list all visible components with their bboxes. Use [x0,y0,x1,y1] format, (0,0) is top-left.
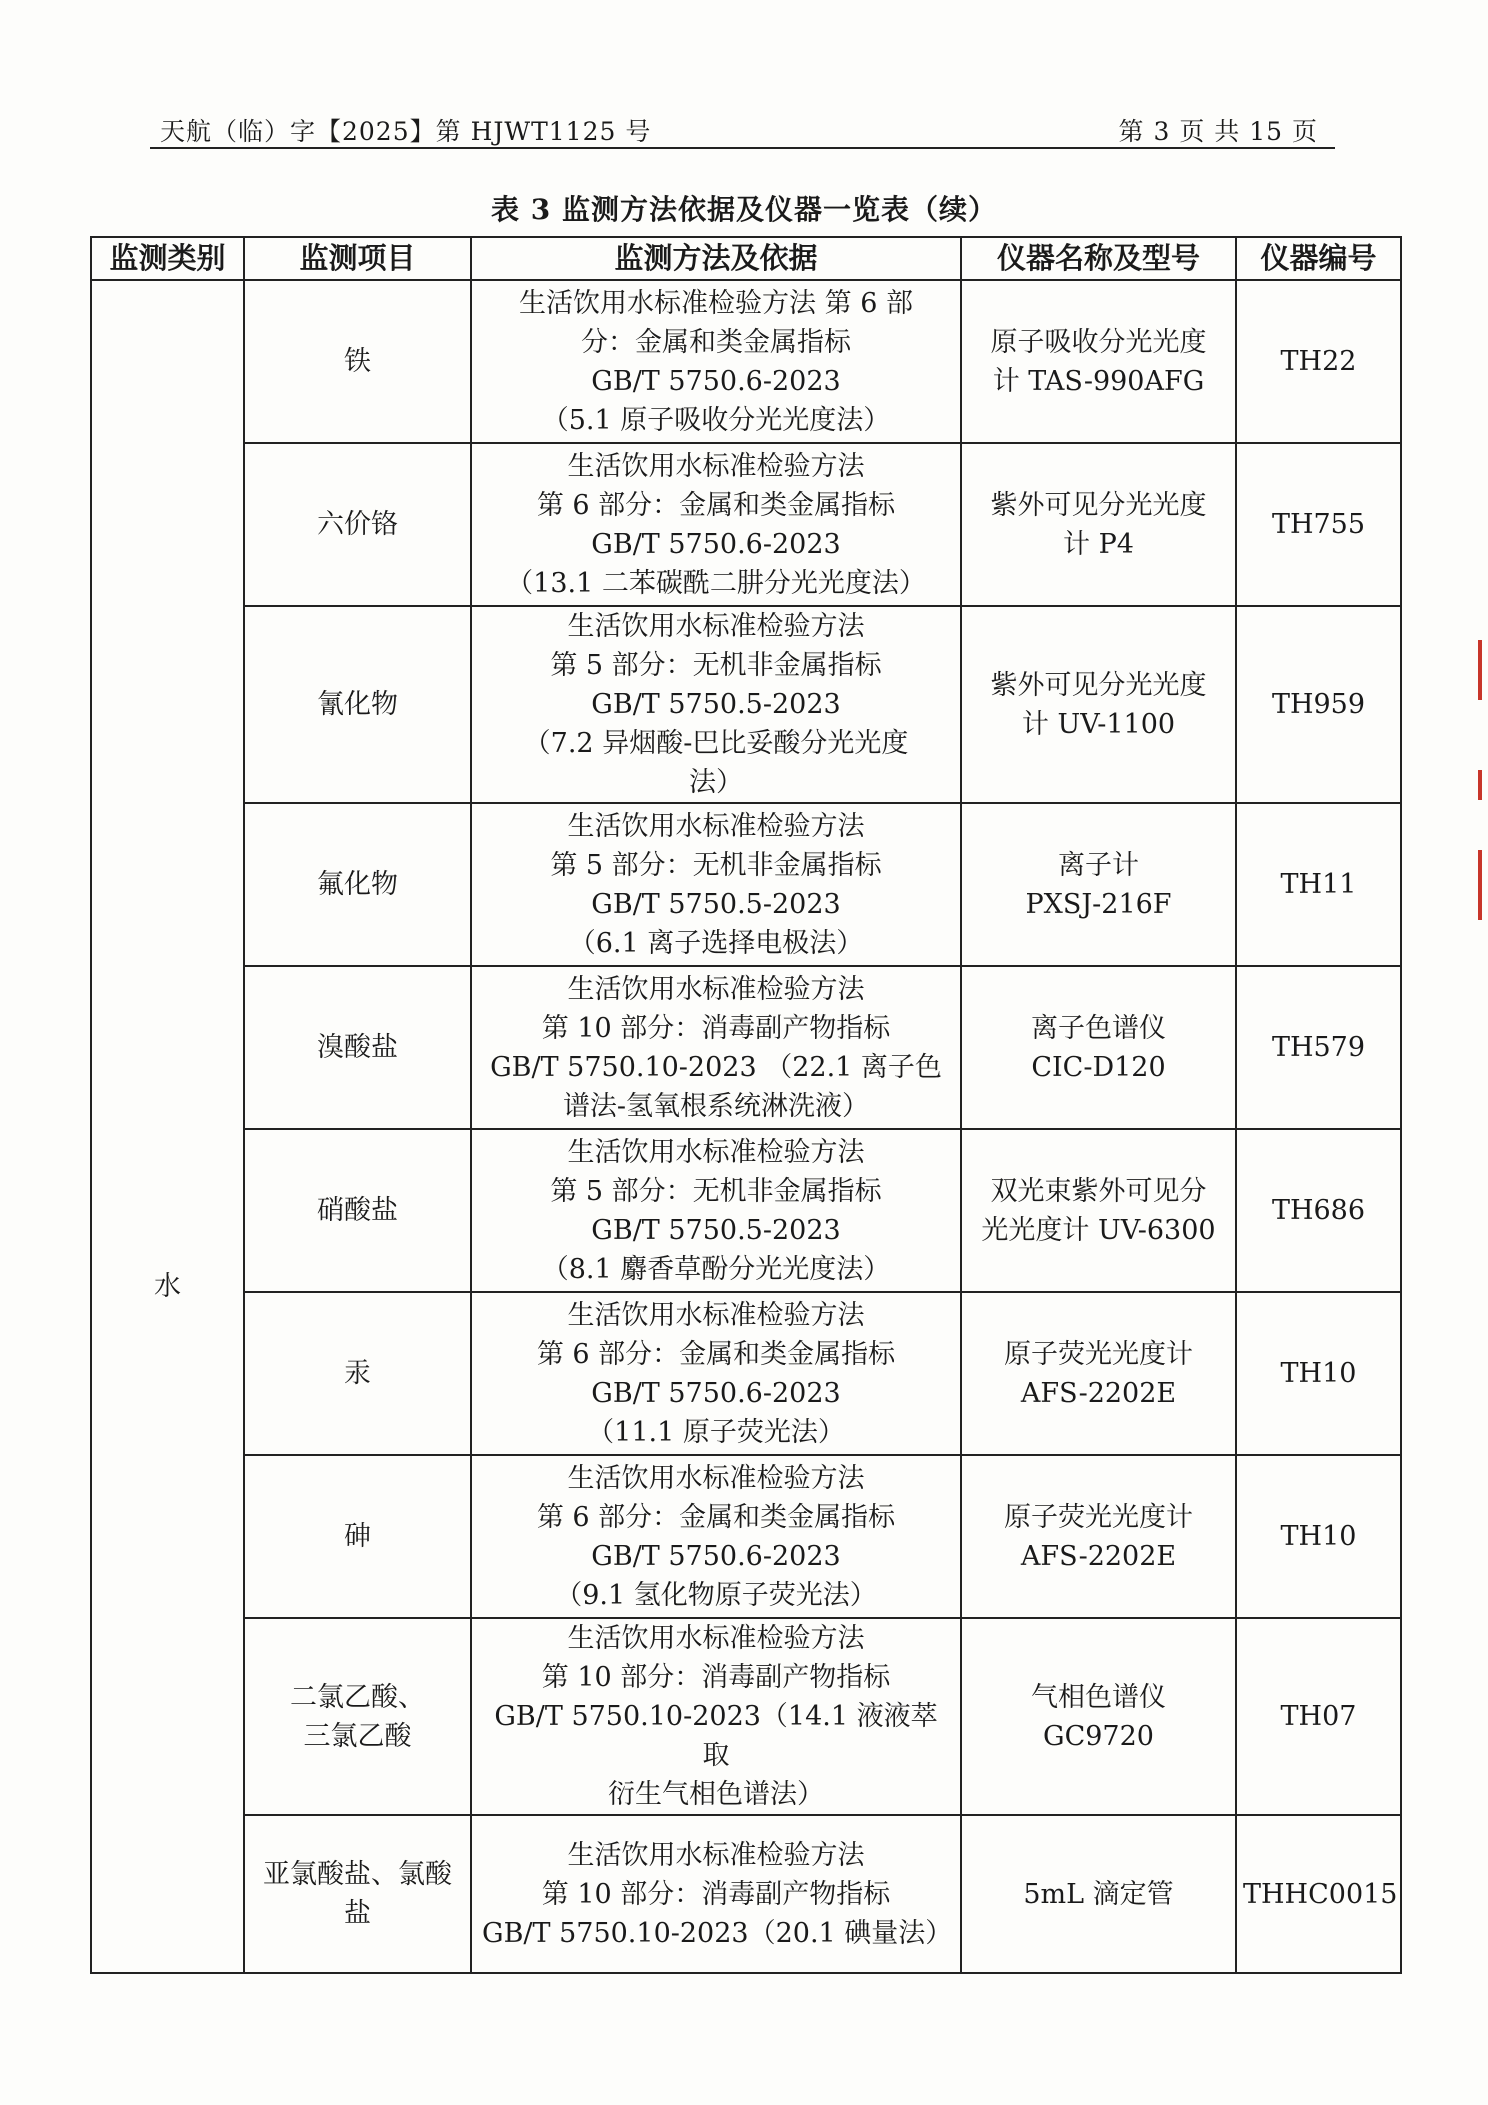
table-row [91,1455,1401,1618]
method-line: 法） [689,767,743,798]
method-line: GB/T 5750.10-2023（20.1 碘量法） [482,1917,953,1949]
instrument-cell [961,966,1236,1129]
method-line: 生活饮用水标准检验方法 [567,1136,865,1168]
report-number: 天航（临）字【2025】第 HJWT1125 号 [160,117,652,146]
instrument-code-cell: TH686 [1236,1129,1401,1292]
method-line: GB/T 5750.5-2023 [591,1214,841,1246]
method-line: 生活饮用水标准检验方法 [567,450,865,482]
method-line: 第 10 部分：消毒副产物指标 [541,1662,891,1693]
edge-stamp-mark [1478,640,1482,700]
instrument-cell [961,280,1236,443]
instrument-line: 气相色谱仪 [1031,1681,1166,1713]
item-cell: 汞 [244,1292,471,1455]
method-line: 生活饮用水标准检验方法 [567,1623,865,1654]
instrument-line: 原子吸收分光光度 [990,326,1207,358]
method-line: GB/T 5750.6-2023 [591,1377,841,1409]
instrument-cell [961,606,1236,803]
method-line: 生活饮用水标准检验方法 第 6 部 [519,287,913,319]
table-row [91,443,1401,606]
instrument-cell [961,1815,1236,1973]
instrument-line: 双光束紫外可见分 [990,1175,1207,1207]
instrument-code-cell: TH579 [1236,966,1401,1129]
method-line: GB/T 5750.5-2023 [591,888,841,920]
method-cell [471,803,961,966]
col-header-method: 监测方法及依据 [471,237,961,280]
method-line: GB/T 5750.10-2023 （22.1 离子色 [490,1051,942,1083]
instrument-line: 5mL 滴定管 [1023,1878,1174,1910]
table-row [91,803,1401,966]
method-line: （9.1 氢化物原子荧光法） [555,1579,877,1611]
method-line: （6.1 离子选择电极法） [568,927,864,959]
method-line: 生活饮用水标准检验方法 [567,810,865,842]
method-cell [471,443,961,606]
method-line: 生活饮用水标准检验方法 [567,1462,865,1494]
item-cell: 氰化物 [244,606,471,803]
col-header-category: 监测类别 [91,237,244,280]
instrument-code-cell: THHC0015 [1236,1815,1401,1973]
table-row [91,966,1401,1129]
method-line: 谱法-氢氧根系统淋洗液） [562,1090,870,1122]
method-line: （13.1 二苯碳酰二肼分光光度法） [506,567,926,599]
method-line: 第 6 部分：金属和类金属指标 [536,489,896,521]
table-row [91,1815,1401,1973]
table-row [91,1618,1401,1815]
method-cell [471,1815,961,1973]
method-line: GB/T 5750.6-2023 [591,365,841,397]
instrument-code-cell: TH11 [1236,803,1401,966]
method-line: 衍生气相色谱法） [608,1779,824,1810]
method-line: 生活饮用水标准检验方法 [567,611,865,642]
table-row [91,606,1401,803]
instrument-line: 计 UV-1100 [1021,708,1176,740]
method-cell [471,606,961,803]
item-cell: 六价铬 [244,443,471,606]
item-cell: 溴酸盐 [244,966,471,1129]
method-line: 第 5 部分：无机非金属指标 [550,1175,882,1207]
instrument-line: 离子计 [1058,849,1139,881]
instrument-cell [961,1292,1236,1455]
instrument-cell [961,803,1236,966]
item-cell: 硝酸盐 [244,1129,471,1292]
instrument-line: 离子色谱仪 [1031,1012,1166,1044]
item-cell: 氟化物 [244,803,471,966]
instrument-line: CIC-D120 [1031,1051,1166,1083]
page-number: 第 3 页 共 15 页 [1118,117,1318,146]
method-line: 第 10 部分：消毒副产物指标 [541,1878,891,1910]
header-divider [150,147,1335,149]
table-row [91,280,1401,443]
method-cell [471,966,961,1129]
edge-stamp-mark [1478,850,1482,920]
method-cell [471,1292,961,1455]
method-line: （8.1 麝香草酚分光光度法） [541,1253,891,1285]
instrument-cell [961,1129,1236,1292]
instrument-line: 紫外可见分光光度 [990,489,1207,521]
method-line: 第 6 部分：金属和类金属指标 [536,1501,896,1533]
col-header-item: 监测项目 [244,237,471,280]
method-line: 生活饮用水标准检验方法 [567,1839,865,1871]
method-line: 分：金属和类金属指标 [581,326,851,358]
category-cell: 水 [91,280,244,1973]
item-cell: 铁 [244,280,471,443]
item-cell: 二氯乙酸、 三氯乙酸 [244,1618,471,1815]
instrument-code-cell: TH755 [1236,443,1401,606]
method-line: （5.1 原子吸收分光光度法） [541,404,891,436]
instrument-cell [961,443,1236,606]
instrument-line: GC9720 [1043,1720,1154,1752]
instrument-line: 计 TAS-990AFG [992,365,1205,397]
instrument-line: AFS-2202E [1020,1540,1177,1572]
instrument-line: 光光度计 UV-6300 [981,1214,1216,1246]
instrument-cell [961,1618,1236,1815]
method-cell [471,1455,961,1618]
col-header-instrument: 仪器名称及型号 [961,237,1236,280]
instrument-code-cell: TH22 [1236,280,1401,443]
method-line: GB/T 5750.10-2023（14.1 液液萃取 [494,1701,938,1771]
method-line: GB/T 5750.6-2023 [591,528,841,560]
method-line: 生活饮用水标准检验方法 [567,1299,865,1331]
method-line: GB/T 5750.6-2023 [591,1540,841,1572]
method-line: （7.2 异烟酸-巴比妥酸分光光度 [523,728,909,759]
methods-table [90,236,1402,1974]
method-line: 第 5 部分：无机非金属指标 [550,849,882,881]
col-header-code: 仪器编号 [1236,237,1401,280]
table-row [91,1292,1401,1455]
table-header-row [91,237,1401,280]
method-line: 第 5 部分：无机非金属指标 [550,650,882,681]
method-cell [471,1129,961,1292]
instrument-code-cell: TH10 [1236,1455,1401,1618]
method-cell [471,280,961,443]
instrument-code-cell: TH959 [1236,606,1401,803]
instrument-line: 原子荧光光度计 [1004,1501,1193,1533]
table-row [91,1129,1401,1292]
method-cell [471,1618,961,1815]
instrument-line: 原子荧光光度计 [1004,1338,1193,1370]
method-line: （11.1 原子荧光法） [587,1416,845,1448]
item-cell: 砷 [244,1455,471,1618]
instrument-line: AFS-2202E [1020,1377,1177,1409]
table-title: 表 3 监测方法依据及仪器一览表（续） [491,193,997,226]
method-line: 第 6 部分：金属和类金属指标 [536,1338,896,1370]
method-line: GB/T 5750.5-2023 [591,689,841,720]
instrument-cell [961,1455,1236,1618]
instrument-code-cell: TH07 [1236,1618,1401,1815]
instrument-code-cell: TH10 [1236,1292,1401,1455]
instrument-line: 紫外可见分光光度 [990,669,1207,701]
item-cell: 亚氯酸盐、氯酸 盐 [244,1815,471,1973]
method-line: 生活饮用水标准检验方法 [567,973,865,1005]
instrument-line: PXSJ-216F [1025,888,1172,920]
instrument-line: 计 P4 [1063,528,1134,560]
edge-stamp-mark [1478,770,1482,800]
method-line: 第 10 部分：消毒副产物指标 [541,1012,891,1044]
